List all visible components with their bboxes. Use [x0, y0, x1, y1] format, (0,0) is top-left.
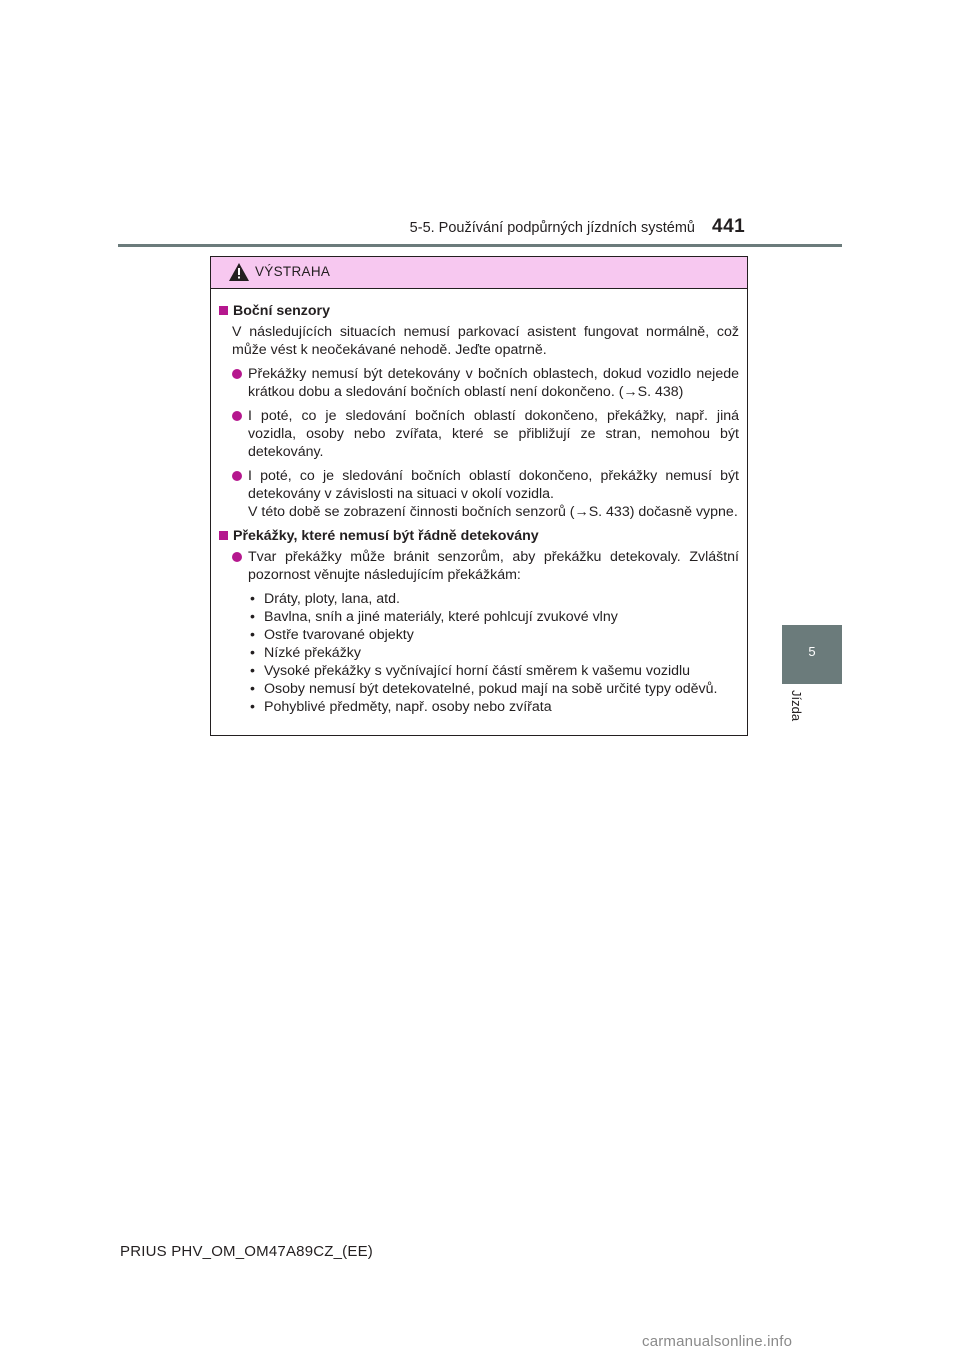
obstacle-sub-list	[219, 590, 739, 716]
sub-list-item: • Bavlna, sníh a jiné materiály, které pohlcují zvukové vlny	[250, 609, 618, 625]
chapter-number: 5	[808, 644, 816, 659]
magenta-square-icon	[219, 306, 228, 315]
bullet-note: V této době se zobrazení činnosti bočních senzorů (→S. 433) dočasně vypne.	[248, 504, 738, 520]
warning-header	[211, 257, 747, 289]
section-heading-side-sensors: Boční senzory	[219, 302, 739, 320]
sub-list-item: • Vysoké překážky s vyčnívající horní částí směrem k vašemu vozidlu	[250, 663, 691, 679]
sub-list-item: • Pohyblivé předměty, např. osoby nebo zvířata	[250, 699, 552, 715]
section-intro: V následujících situacích nemusí parkovací asistent fungovat normálně, což může vést k neočekávané nehodě. Jeďte opatrně.	[232, 324, 739, 358]
sub-list-item: • Ostře tvarované objekty	[250, 627, 414, 643]
watermark[interactable]: carmanualsonline.info	[642, 1333, 793, 1350]
list-item: I poté, co je sledování bočních oblastí dokončeno, překážky, např. jiná vozidla, osoby nebo zvířata, které se přibližují ze stran, nemohou být detekovány.	[219, 407, 739, 461]
magenta-circle-icon	[232, 411, 242, 421]
sub-list-item: • Dráty, ploty, lana, atd.	[250, 591, 400, 607]
chapter-tab[interactable]	[782, 625, 842, 684]
list-item: I poté, co je sledování bočních oblastí dokončeno, překážky nemusí být detekovány v závislosti na situaci v okolí vozidla. V této době se zobrazení činnosti bočních senzorů (→S. 433) dočasně vypne.	[219, 467, 739, 521]
section-title: 5-5. Používání podpůrných jízdních systémů	[409, 220, 695, 236]
warning-box	[210, 256, 748, 736]
list-item: Tvar překážky může bránit senzorům, aby překážku detekovaly. Zvláštní pozornost věnujte následujícím překážkám:	[219, 548, 739, 584]
magenta-circle-icon	[232, 471, 242, 481]
chapter-label: Jízda	[789, 690, 804, 722]
magenta-circle-icon	[232, 369, 242, 379]
magenta-circle-icon	[232, 552, 242, 562]
document-code: PRIUS PHV_OM_OM47A89CZ_(EE)	[120, 1243, 373, 1260]
warning-title: VÝSTRAHA	[255, 264, 331, 279]
header-rule	[118, 244, 842, 247]
warning-body	[211, 289, 747, 716]
warning-triangle-icon	[229, 263, 249, 281]
sub-list-item: • Nízké překážky	[250, 645, 361, 661]
section-heading-undetected-obstacles: Překážky, které nemusí být řádně detekovány	[219, 527, 739, 545]
list-item: Překážky nemusí být detekovány v bočních oblastech, dokud vozidlo nejede krátkou dobu a sledování bočních oblastí není dokončeno. (→S. 438)	[219, 365, 739, 401]
sub-list-item: • Osoby nemusí být detekovatelné, pokud mají na sobě určité typy oděvů.	[250, 681, 718, 697]
page-number: 441	[712, 216, 746, 237]
magenta-square-icon	[219, 531, 228, 540]
